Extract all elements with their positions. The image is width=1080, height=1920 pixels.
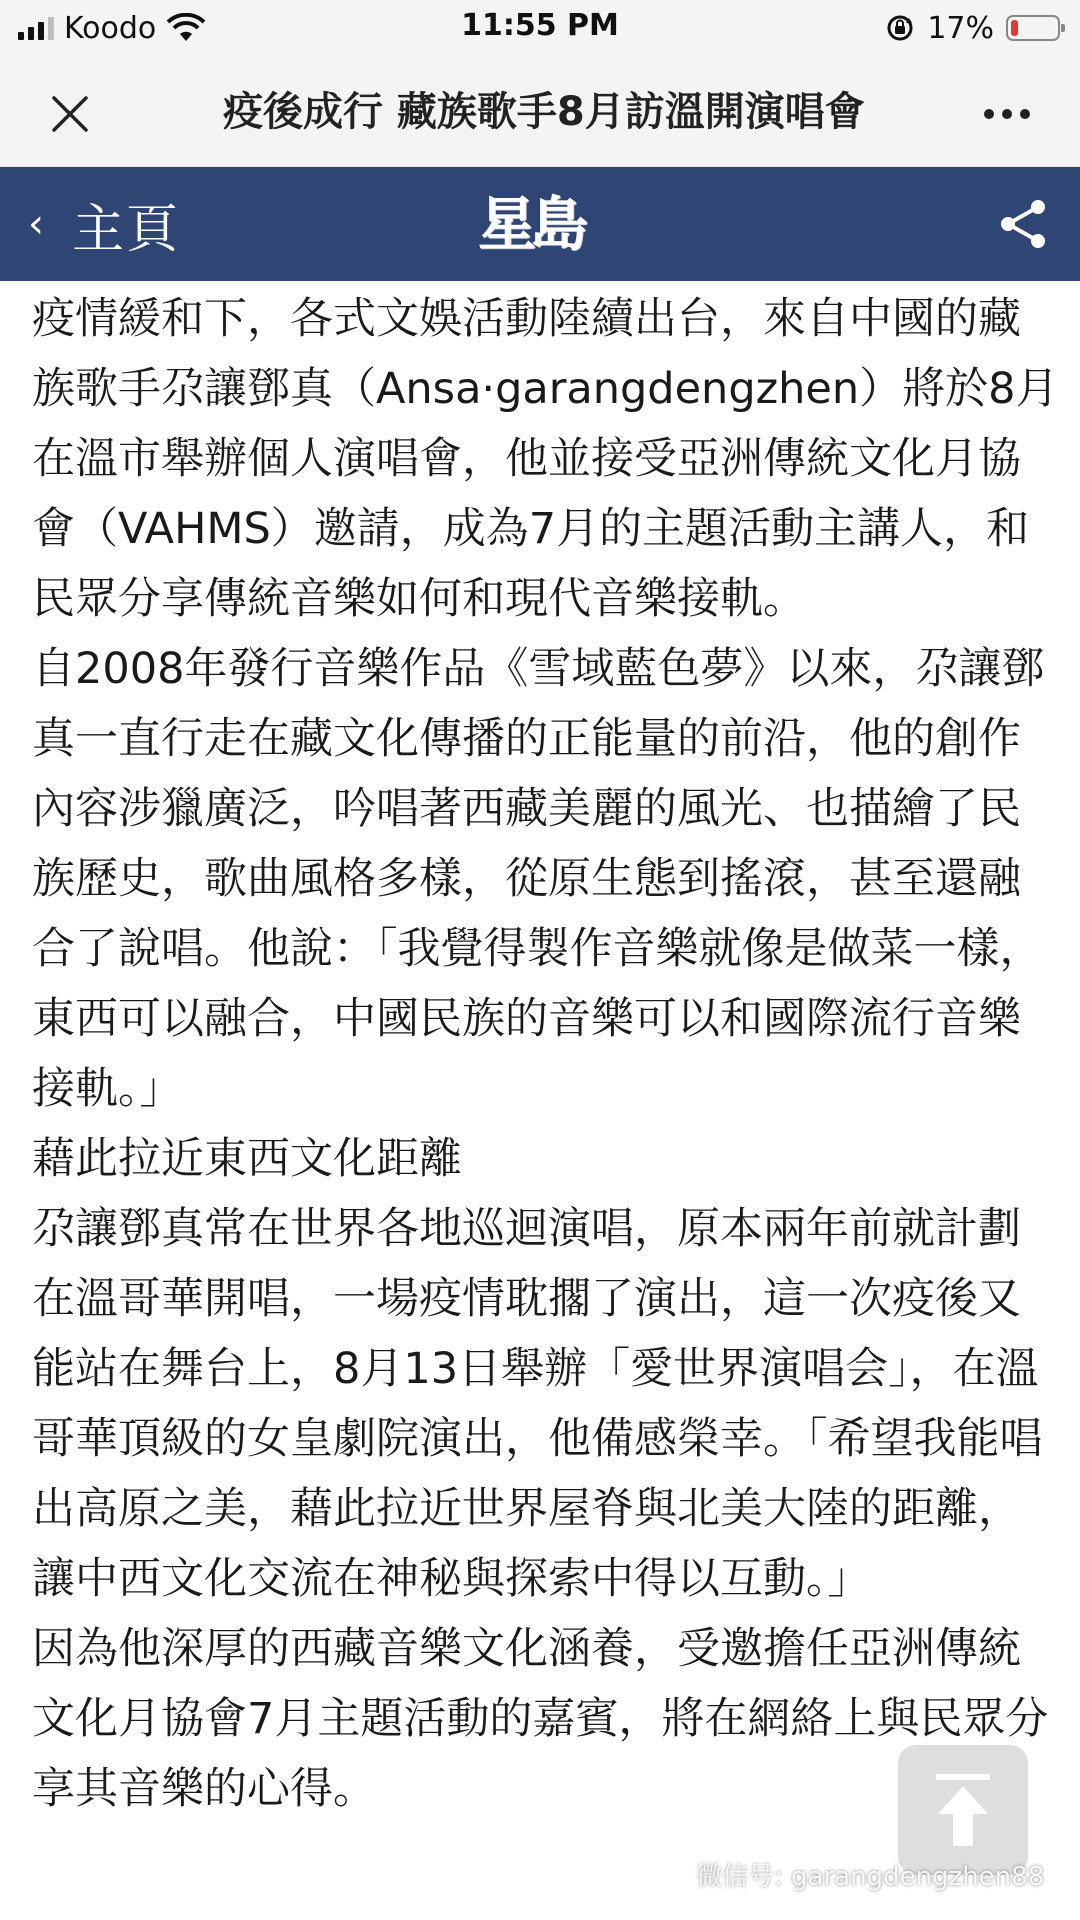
watermark-text: 微信号: garangdengzhen88 <box>696 1861 1045 1892</box>
carrier-name: Koodo <box>64 10 157 46</box>
status-bar <box>0 0 1080 56</box>
home-back-button[interactable] <box>28 189 180 259</box>
article-paragraph: 疫情緩和下，各式文娛活動陸續出台，來自中國的藏族歌手尕讓鄧真（Ansa·garangdengzhen）將於8月在溫市舉辦個人演唱會，他並接受亞洲傳統文化月協會（VAHMS）邀請，成為7月的主題活動主講人，和民眾分享傳統音樂如何和現代音樂接軌。 <box>32 294 1059 624</box>
status-right <box>885 8 1060 48</box>
close-icon <box>50 94 90 134</box>
chevron-left-icon: ‹ <box>28 201 44 247</box>
status-time: 11:55 PM <box>461 8 619 43</box>
more-icon <box>984 109 994 119</box>
article-subheading: 藉此拉近東西文化距離 <box>32 1134 462 1184</box>
battery-level <box>1011 20 1018 36</box>
battery-percent: 17% <box>927 10 994 46</box>
brand-logo: 星島 <box>478 190 583 258</box>
article-body <box>32 284 1062 1824</box>
article-paragraph: 尕讓鄧真常在世界各地巡迴演唱，原本兩年前就計劃在溫哥華開唱，一場疫情耽擱了演出，這一次疫後又能站在舞台上，8月13日舉辦「愛世界演唱会」，在溫哥華頂級的女皇劇院演出，他備感榮幸。「希望我能唱出高原之美，藉此拉近世界屋脊與北美大陸的距離，讓中西文化交流在神秘與探索中得以互動。」 <box>32 1204 1043 1604</box>
article-paragraph: 自2008年發行音樂作品《雪域藍色夢》以來，尕讓鄧真一直行走在藏文化傳播的正能量的前沿，他的創作內容涉獵廣泛，吟唱著西藏美麗的風光、也描繪了民族歷史，歌曲風格多樣，從原生態到搖滾，甚至還融合了說唱。他說：「我覺得製作音樂就像是做菜一樣，東西可以融合，中國民族的音樂可以和國際流行音樂接軌。」 <box>32 644 1045 1114</box>
more-options-button[interactable] <box>972 84 1042 144</box>
close-button[interactable] <box>40 84 100 144</box>
watermark <box>652 1852 1044 1896</box>
arrow-up-icon <box>928 1770 998 1850</box>
home-label: 主頁 <box>72 199 181 260</box>
title-bar <box>0 56 1080 167</box>
site-nav-bar <box>0 167 1080 281</box>
page-title: 疫後成行 藏族歌手8月訪溫開演唱會 <box>223 89 865 135</box>
wechat-icon <box>652 1859 686 1889</box>
share-icon[interactable] <box>996 197 1050 251</box>
article-paragraph: 因為他深厚的西藏音樂文化涵養，受邀擔任亞洲傳統文化月協會7月主題活動的嘉賓，將在網絡上與民眾分享其音樂的心得。 <box>32 1624 1049 1814</box>
rotation-lock-icon <box>885 13 915 43</box>
battery-icon <box>1006 15 1060 41</box>
